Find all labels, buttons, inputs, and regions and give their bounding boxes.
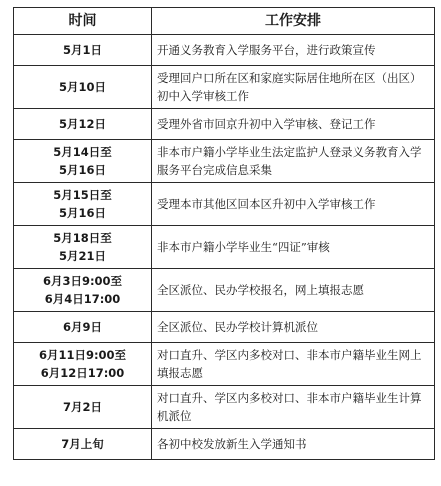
time-line: 6月9日 bbox=[62, 320, 102, 334]
table-row bbox=[14, 66, 435, 109]
table-row bbox=[14, 429, 435, 460]
work-cell: 受理本市其他区回本区升初中入学审核工作 bbox=[152, 183, 435, 226]
time-cell bbox=[14, 35, 152, 66]
work-cell: 受理回户口所在区和家庭实际居住地所在区（出区）初中入学审核工作 bbox=[152, 66, 435, 109]
time-line: 7月上旬 bbox=[61, 437, 104, 451]
work-cell: 全区派位、民办学校报名，网上填报志愿 bbox=[152, 269, 435, 312]
time-cell bbox=[14, 312, 152, 343]
time-line: 5月15日至 bbox=[53, 188, 112, 202]
time-line: 6月12日17:00 bbox=[40, 366, 125, 380]
work-cell: 非本市户籍小学毕业生法定监护人登录义务教育入学服务平台完成信息采集 bbox=[152, 140, 435, 183]
time-line: 6月4日17:00 bbox=[44, 292, 121, 306]
table-row bbox=[14, 386, 435, 429]
table-row bbox=[14, 35, 435, 66]
table-row bbox=[14, 269, 435, 312]
schedule-table bbox=[13, 7, 435, 460]
time-line: 6月3日9:00至 bbox=[42, 274, 123, 288]
time-line: 5月1日 bbox=[62, 43, 102, 57]
work-cell: 非本市户籍小学毕业生“四证”审核 bbox=[152, 226, 435, 269]
time-line: 7月2日 bbox=[62, 400, 102, 414]
work-cell: 开通义务教育入学服务平台，进行政策宣传 bbox=[152, 35, 435, 66]
time-cell bbox=[14, 429, 152, 460]
time-cell bbox=[14, 183, 152, 226]
work-cell: 对口直升、学区内多校对口、非本市户籍毕业生网上填报志愿 bbox=[152, 343, 435, 386]
table-row bbox=[14, 343, 435, 386]
time-cell bbox=[14, 109, 152, 140]
table-row bbox=[14, 109, 435, 140]
time-line: 5月10日 bbox=[58, 80, 106, 94]
table-row bbox=[14, 140, 435, 183]
table-row bbox=[14, 312, 435, 343]
time-cell bbox=[14, 226, 152, 269]
work-cell: 全区派位、民办学校计算机派位 bbox=[152, 312, 435, 343]
time-cell bbox=[14, 343, 152, 386]
work-cell: 各初中校发放新生入学通知书 bbox=[152, 429, 435, 460]
time-cell bbox=[14, 66, 152, 109]
column-header-time: 时间 bbox=[14, 8, 152, 35]
column-header-work: 工作安排 bbox=[152, 8, 435, 35]
time-cell bbox=[14, 140, 152, 183]
time-line: 5月12日 bbox=[58, 117, 106, 131]
time-line: 5月14日至 bbox=[53, 145, 112, 159]
work-cell: 对口直升、学区内多校对口、非本市户籍毕业生计算机派位 bbox=[152, 386, 435, 429]
table-row bbox=[14, 183, 435, 226]
work-cell: 受理外省市回京升初中入学审核、登记工作 bbox=[152, 109, 435, 140]
time-cell bbox=[14, 269, 152, 312]
time-line: 5月21日 bbox=[58, 249, 106, 263]
time-line: 6月11日9:00至 bbox=[38, 348, 127, 362]
time-line: 5月16日 bbox=[58, 163, 106, 177]
time-line: 5月16日 bbox=[58, 206, 106, 220]
table-row bbox=[14, 226, 435, 269]
time-line: 5月18日至 bbox=[53, 231, 112, 245]
time-cell bbox=[14, 386, 152, 429]
table-header-row bbox=[14, 8, 435, 35]
